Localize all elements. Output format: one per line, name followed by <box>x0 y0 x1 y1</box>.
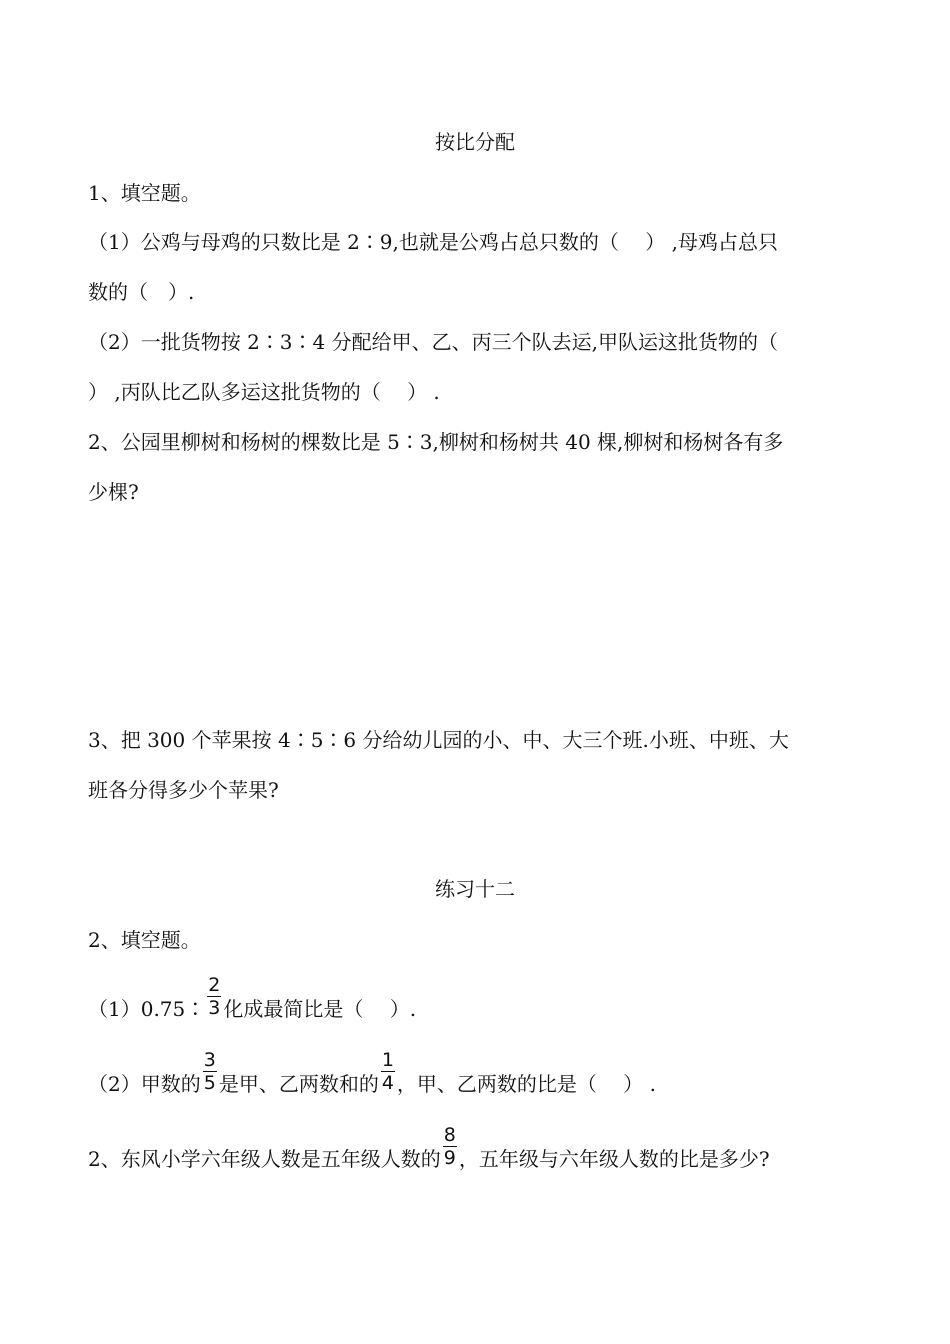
question-1-heading: 1、填空题。 <box>88 181 201 205</box>
question-2-line-1: 2、公园里柳树和杨树的棵数比是 5∶3,柳树和杨树共 40 棵,柳树和杨树各有多 <box>88 430 784 454</box>
fraction-one-quarter <box>381 1049 395 1094</box>
question-2-line-2: 少棵? <box>88 480 139 504</box>
fraction-two-thirds <box>207 974 221 1019</box>
exercise-question-2 <box>88 1049 862 1108</box>
question-1-2-line-1: （2）一批货物按 2∶3∶4 分配给甲、乙、丙三个队去运,甲队运这批货物的（ <box>88 330 778 354</box>
question-1-2-line-2: ） ,丙队比乙队多运这批货物的（ ） . <box>88 380 440 404</box>
question-3-line-2: 班各分得多少个苹果? <box>88 778 279 802</box>
fraction-denominator: 3 <box>208 997 221 1019</box>
question-1-1-line-1: （1）公鸡与母鸡的只数比是 2∶9,也就是公鸡占总只数的（ ） ,母鸡占总只 <box>88 230 778 254</box>
fraction-numerator: 2 <box>208 974 221 996</box>
exercise-q2-suffix: ，甲、乙两数的比是（ ） . <box>396 1072 656 1096</box>
exercise-question-1 <box>88 974 862 1033</box>
exercise-q3-prefix: 2、东风小学六年级人数是五年级人数的 <box>88 1147 441 1171</box>
section-title-allocation: 按比分配 <box>435 130 515 154</box>
question-3-line-1: 3、把 300 个苹果按 4∶5∶6 分给幼儿园的小、中、大三个班.小班、中班、大 <box>88 728 789 752</box>
fraction-numerator: 1 <box>381 1049 394 1071</box>
exercise-q2-middle: 是甲、乙两数和的 <box>218 1072 379 1096</box>
fraction-denominator: 9 <box>443 1147 456 1169</box>
fraction-eight-ninths <box>443 1124 457 1169</box>
fraction-three-fifths <box>203 1049 217 1094</box>
exercise-q3-suffix: ，五年级与六年级人数的比是多少? <box>458 1147 770 1171</box>
exercise-q1-suffix: 化成最简比是（ ）. <box>223 997 417 1021</box>
exercise-question-3 <box>88 1124 862 1183</box>
exercise-q2-prefix: （2）甲数的 <box>88 1072 201 1096</box>
exercise-question-heading: 2、填空题。 <box>88 928 201 952</box>
fraction-denominator: 5 <box>203 1072 216 1094</box>
fraction-denominator: 4 <box>381 1072 394 1094</box>
fraction-numerator: 3 <box>203 1049 216 1071</box>
exercise-q1-prefix: （1）0.75∶ <box>88 997 206 1021</box>
section-title-exercise-12: 练习十二 <box>435 877 515 901</box>
question-1-1-line-2: 数的（ ）. <box>88 280 195 304</box>
fraction-numerator: 8 <box>443 1124 456 1146</box>
